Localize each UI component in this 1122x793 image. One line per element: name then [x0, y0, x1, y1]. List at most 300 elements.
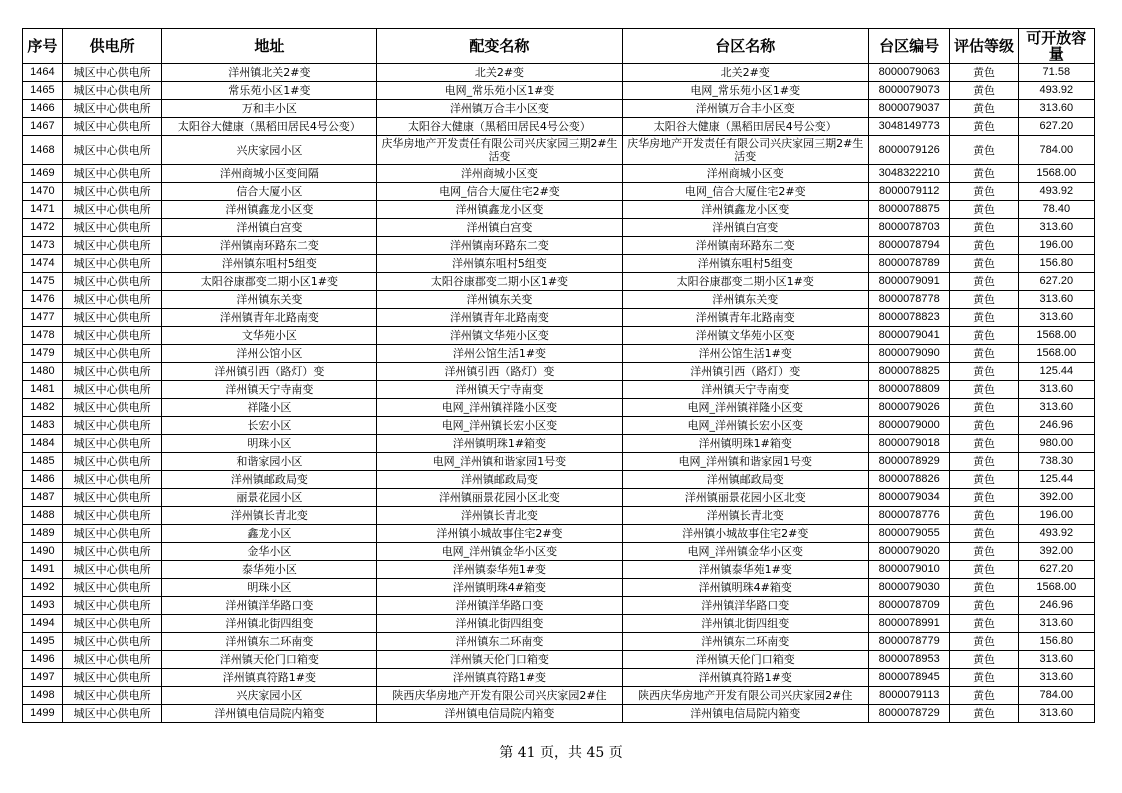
capacity-cell: 313.60 — [1018, 705, 1094, 723]
row-index: 1490 — [23, 543, 63, 561]
row-index: 1480 — [23, 363, 63, 381]
row-index: 1468 — [23, 136, 63, 165]
rating-cell: 黄色 — [950, 615, 1018, 633]
area-name-cell: 洋州镇丽景花园小区北变 — [622, 489, 868, 507]
table-row — [23, 309, 1095, 327]
row-index: 1471 — [23, 201, 63, 219]
table-header-row — [23, 29, 1095, 64]
capacity-cell: 313.60 — [1018, 309, 1094, 327]
address-cell: 泰华苑小区 — [162, 561, 377, 579]
address-cell: 洋州镇青年北路南变 — [162, 309, 377, 327]
row-index: 1477 — [23, 309, 63, 327]
area-code-cell: 8000078875 — [868, 201, 949, 219]
address-cell: 洋州镇北街四组变 — [162, 615, 377, 633]
capacity-cell: 71.58 — [1018, 64, 1094, 82]
row-index: 1472 — [23, 219, 63, 237]
area-code-cell: 8000078779 — [868, 633, 949, 651]
station-cell: 城区中心供电所 — [62, 471, 162, 489]
rating-cell: 黄色 — [950, 64, 1018, 82]
station-cell: 城区中心供电所 — [62, 82, 162, 100]
area-code-cell: 8000078809 — [868, 381, 949, 399]
capacity-cell: 980.00 — [1018, 435, 1094, 453]
area-name-cell: 太阳谷大健康（黑稻田居民4号公变） — [622, 118, 868, 136]
transformer-name-cell: 陕西庆华房地产开发有限公司兴庆家园2#住 — [377, 687, 622, 705]
station-cell: 城区中心供电所 — [62, 201, 162, 219]
area-code-cell: 8000078778 — [868, 291, 949, 309]
address-cell: 明珠小区 — [162, 435, 377, 453]
station-cell: 城区中心供电所 — [62, 507, 162, 525]
area-code-cell: 8000078776 — [868, 507, 949, 525]
station-cell: 城区中心供电所 — [62, 597, 162, 615]
station-cell: 城区中心供电所 — [62, 237, 162, 255]
table-row — [23, 525, 1095, 543]
transformer-name-cell: 电网_洋州镇长宏小区变 — [377, 417, 622, 435]
table-row — [23, 399, 1095, 417]
rating-cell: 黄色 — [950, 471, 1018, 489]
rating-cell: 黄色 — [950, 183, 1018, 201]
station-cell: 城区中心供电所 — [62, 579, 162, 597]
area-name-cell: 洋州镇电信局院内箱变 — [622, 705, 868, 723]
area-name-cell: 洋州镇长青北变 — [622, 507, 868, 525]
rating-cell: 黄色 — [950, 453, 1018, 471]
station-cell: 城区中心供电所 — [62, 417, 162, 435]
transformer-name-cell: 洋州镇东关变 — [377, 291, 622, 309]
area-name-cell: 洋州镇北街四组变 — [622, 615, 868, 633]
area-name-cell: 洋州镇东咀村5组变 — [622, 255, 868, 273]
row-index: 1474 — [23, 255, 63, 273]
area-name-cell: 洋州商城小区变 — [622, 165, 868, 183]
transformer-name-cell: 太阳谷大健康（黑稻田居民4号公变） — [377, 118, 622, 136]
area-code-cell: 8000078826 — [868, 471, 949, 489]
area-code-cell: 8000079000 — [868, 417, 949, 435]
table-row — [23, 561, 1095, 579]
transformer-name-cell: 洋州商城小区变 — [377, 165, 622, 183]
station-cell: 城区中心供电所 — [62, 399, 162, 417]
header-area-code: 台区编号 — [868, 29, 949, 64]
table-row — [23, 237, 1095, 255]
transformer-name-cell: 洋州镇文华苑小区变 — [377, 327, 622, 345]
table-row — [23, 669, 1095, 687]
station-cell: 城区中心供电所 — [62, 525, 162, 543]
address-cell: 信合大厦小区 — [162, 183, 377, 201]
header-index: 序号 — [23, 29, 63, 64]
row-index: 1476 — [23, 291, 63, 309]
area-code-cell: 8000078729 — [868, 705, 949, 723]
table-row — [23, 453, 1095, 471]
area-code-cell: 8000079073 — [868, 82, 949, 100]
row-index: 1479 — [23, 345, 63, 363]
address-cell: 洋州商城小区变间隔 — [162, 165, 377, 183]
table-row — [23, 327, 1095, 345]
station-cell: 城区中心供电所 — [62, 651, 162, 669]
transformer-name-cell: 洋州镇泰华苑1#变 — [377, 561, 622, 579]
address-cell: 兴庆家园小区 — [162, 687, 377, 705]
table-row — [23, 471, 1095, 489]
capacity-cell: 392.00 — [1018, 543, 1094, 561]
area-name-cell: 电网_洋州镇金华小区变 — [622, 543, 868, 561]
area-code-cell: 8000078953 — [868, 651, 949, 669]
station-cell: 城区中心供电所 — [62, 64, 162, 82]
address-cell: 和谐家园小区 — [162, 453, 377, 471]
table-row — [23, 417, 1095, 435]
table-row — [23, 615, 1095, 633]
capacity-table — [22, 28, 1095, 723]
table-row — [23, 651, 1095, 669]
station-cell: 城区中心供电所 — [62, 255, 162, 273]
area-code-cell: 8000079063 — [868, 64, 949, 82]
area-name-cell: 洋州镇明珠1#箱变 — [622, 435, 868, 453]
area-name-cell: 电网_信合大厦住宅2#变 — [622, 183, 868, 201]
table-row — [23, 82, 1095, 100]
rating-cell: 黄色 — [950, 417, 1018, 435]
area-code-cell: 8000078789 — [868, 255, 949, 273]
capacity-cell: 1568.00 — [1018, 327, 1094, 345]
row-index: 1495 — [23, 633, 63, 651]
capacity-cell: 246.96 — [1018, 597, 1094, 615]
rating-cell: 黄色 — [950, 705, 1018, 723]
transformer-name-cell: 洋州镇长青北变 — [377, 507, 622, 525]
rating-cell: 黄色 — [950, 381, 1018, 399]
address-cell: 常乐苑小区1#变 — [162, 82, 377, 100]
capacity-cell: 392.00 — [1018, 489, 1094, 507]
table-row — [23, 165, 1095, 183]
station-cell: 城区中心供电所 — [62, 435, 162, 453]
table-row — [23, 183, 1095, 201]
area-name-cell: 洋州镇文华苑小区变 — [622, 327, 868, 345]
station-cell: 城区中心供电所 — [62, 543, 162, 561]
transformer-name-cell: 电网_洋州镇祥隆小区变 — [377, 399, 622, 417]
area-name-cell: 洋州镇泰华苑1#变 — [622, 561, 868, 579]
table-row — [23, 597, 1095, 615]
capacity-cell: 493.92 — [1018, 82, 1094, 100]
table-row — [23, 687, 1095, 705]
capacity-cell: 196.00 — [1018, 237, 1094, 255]
row-index: 1484 — [23, 435, 63, 453]
station-cell: 城区中心供电所 — [62, 489, 162, 507]
row-index: 1483 — [23, 417, 63, 435]
page-number: 第 41 页，共 45 页 — [499, 745, 623, 761]
area-code-cell: 8000078825 — [868, 363, 949, 381]
area-name-cell: 电网_洋州镇祥隆小区变 — [622, 399, 868, 417]
capacity-cell: 246.96 — [1018, 417, 1094, 435]
area-name-cell: 洋州镇明珠4#箱变 — [622, 579, 868, 597]
area-name-cell: 洋州公馆生活1#变 — [622, 345, 868, 363]
area-code-cell: 8000078929 — [868, 453, 949, 471]
rating-cell: 黄色 — [950, 219, 1018, 237]
transformer-name-cell: 洋州镇丽景花园小区北变 — [377, 489, 622, 507]
address-cell: 洋州镇天宁寺南变 — [162, 381, 377, 399]
rating-cell: 黄色 — [950, 118, 1018, 136]
area-code-cell: 3048149773 — [868, 118, 949, 136]
area-name-cell: 电网_洋州镇和谐家园1号变 — [622, 453, 868, 471]
area-name-cell: 洋州镇鑫龙小区变 — [622, 201, 868, 219]
row-index: 1473 — [23, 237, 63, 255]
table-row — [23, 136, 1095, 165]
transformer-name-cell: 洋州镇万合丰小区变 — [377, 100, 622, 118]
row-index: 1481 — [23, 381, 63, 399]
transformer-name-cell: 太阳谷康郡变二期小区1#变 — [377, 273, 622, 291]
table-row — [23, 201, 1095, 219]
station-cell: 城区中心供电所 — [62, 561, 162, 579]
row-index: 1496 — [23, 651, 63, 669]
area-name-cell: 太阳谷康郡变二期小区1#变 — [622, 273, 868, 291]
table-row — [23, 219, 1095, 237]
header-address: 地址 — [162, 29, 377, 64]
address-cell: 洋州镇东关变 — [162, 291, 377, 309]
table-row — [23, 543, 1095, 561]
capacity-cell: 313.60 — [1018, 381, 1094, 399]
capacity-cell: 313.60 — [1018, 399, 1094, 417]
area-code-cell: 8000078991 — [868, 615, 949, 633]
station-cell: 城区中心供电所 — [62, 705, 162, 723]
transformer-name-cell: 洋州镇真符路1#变 — [377, 669, 622, 687]
rating-cell: 黄色 — [950, 165, 1018, 183]
area-code-cell: 8000079126 — [868, 136, 949, 165]
capacity-cell: 313.60 — [1018, 615, 1094, 633]
row-index: 1478 — [23, 327, 63, 345]
row-index: 1467 — [23, 118, 63, 136]
row-index: 1466 — [23, 100, 63, 118]
address-cell: 兴庆家园小区 — [162, 136, 377, 165]
rating-cell: 黄色 — [950, 561, 1018, 579]
address-cell: 洋州镇引西（路灯）变 — [162, 363, 377, 381]
capacity-cell: 156.80 — [1018, 633, 1094, 651]
station-cell: 城区中心供电所 — [62, 345, 162, 363]
station-cell: 城区中心供电所 — [62, 381, 162, 399]
capacity-cell: 784.00 — [1018, 136, 1094, 165]
address-cell: 洋州镇鑫龙小区变 — [162, 201, 377, 219]
rating-cell: 黄色 — [950, 136, 1018, 165]
area-name-cell: 洋州镇东关变 — [622, 291, 868, 309]
transformer-name-cell: 北关2#变 — [377, 64, 622, 82]
station-cell: 城区中心供电所 — [62, 453, 162, 471]
area-name-cell: 洋州镇万合丰小区变 — [622, 100, 868, 118]
rating-cell: 黄色 — [950, 507, 1018, 525]
area-code-cell: 8000079091 — [868, 273, 949, 291]
rating-cell: 黄色 — [950, 291, 1018, 309]
area-code-cell: 8000079090 — [868, 345, 949, 363]
rating-cell: 黄色 — [950, 82, 1018, 100]
rating-cell: 黄色 — [950, 489, 1018, 507]
transformer-name-cell: 洋州镇引西（路灯）变 — [377, 363, 622, 381]
rating-cell: 黄色 — [950, 651, 1018, 669]
rating-cell: 黄色 — [950, 435, 1018, 453]
area-code-cell: 8000079010 — [868, 561, 949, 579]
table-row — [23, 255, 1095, 273]
station-cell: 城区中心供电所 — [62, 687, 162, 705]
row-index: 1489 — [23, 525, 63, 543]
row-index: 1493 — [23, 597, 63, 615]
table-row — [23, 507, 1095, 525]
rating-cell: 黄色 — [950, 100, 1018, 118]
area-name-cell: 洋州镇东二环南变 — [622, 633, 868, 651]
area-code-cell: 8000079020 — [868, 543, 949, 561]
capacity-cell: 313.60 — [1018, 100, 1094, 118]
table-row — [23, 705, 1095, 723]
capacity-cell: 1568.00 — [1018, 345, 1094, 363]
area-name-cell: 电网_常乐苑小区1#变 — [622, 82, 868, 100]
row-index: 1486 — [23, 471, 63, 489]
area-name-cell: 洋州镇引西（路灯）变 — [622, 363, 868, 381]
rating-cell: 黄色 — [950, 669, 1018, 687]
table-row — [23, 363, 1095, 381]
capacity-cell: 313.60 — [1018, 651, 1094, 669]
rating-cell: 黄色 — [950, 201, 1018, 219]
station-cell: 城区中心供电所 — [62, 327, 162, 345]
table-row — [23, 489, 1095, 507]
area-name-cell: 洋州镇天伦门口箱变 — [622, 651, 868, 669]
table-row — [23, 118, 1095, 136]
area-code-cell: 8000079055 — [868, 525, 949, 543]
capacity-cell: 125.44 — [1018, 471, 1094, 489]
transformer-name-cell: 洋州镇南环路东二变 — [377, 237, 622, 255]
table-body — [23, 64, 1095, 723]
row-index: 1498 — [23, 687, 63, 705]
row-index: 1482 — [23, 399, 63, 417]
area-name-cell: 电网_洋州镇长宏小区变 — [622, 417, 868, 435]
address-cell: 文华苑小区 — [162, 327, 377, 345]
table-row — [23, 291, 1095, 309]
rating-cell: 黄色 — [950, 345, 1018, 363]
area-name-cell: 洋州镇真符路1#变 — [622, 669, 868, 687]
address-cell: 洋州镇天伦门口箱变 — [162, 651, 377, 669]
address-cell: 洋州镇白宫变 — [162, 219, 377, 237]
rating-cell: 黄色 — [950, 399, 1018, 417]
area-name-cell: 洋州镇天宁寺南变 — [622, 381, 868, 399]
address-cell: 鑫龙小区 — [162, 525, 377, 543]
station-cell: 城区中心供电所 — [62, 669, 162, 687]
table-row — [23, 633, 1095, 651]
station-cell: 城区中心供电所 — [62, 219, 162, 237]
transformer-name-cell: 洋州镇明珠1#箱变 — [377, 435, 622, 453]
area-code-cell: 8000079112 — [868, 183, 949, 201]
transformer-name-cell: 洋州镇北街四组变 — [377, 615, 622, 633]
address-cell: 洋州镇电信局院内箱变 — [162, 705, 377, 723]
capacity-cell: 125.44 — [1018, 363, 1094, 381]
address-cell: 太阳谷大健康（黑稻田居民4号公变） — [162, 118, 377, 136]
area-name-cell: 洋州镇白宫变 — [622, 219, 868, 237]
transformer-name-cell: 洋州镇天伦门口箱变 — [377, 651, 622, 669]
area-name-cell: 洋州镇青年北路南变 — [622, 309, 868, 327]
transformer-name-cell: 电网_信合大厦住宅2#变 — [377, 183, 622, 201]
area-code-cell: 8000078823 — [868, 309, 949, 327]
area-code-cell: 8000078703 — [868, 219, 949, 237]
capacity-cell: 627.20 — [1018, 561, 1094, 579]
capacity-cell: 1568.00 — [1018, 165, 1094, 183]
capacity-cell: 627.20 — [1018, 118, 1094, 136]
area-code-cell: 8000078945 — [868, 669, 949, 687]
capacity-cell: 1568.00 — [1018, 579, 1094, 597]
station-cell: 城区中心供电所 — [62, 633, 162, 651]
transformer-name-cell: 洋州镇明珠4#箱变 — [377, 579, 622, 597]
row-index: 1465 — [23, 82, 63, 100]
row-index: 1469 — [23, 165, 63, 183]
station-cell: 城区中心供电所 — [62, 273, 162, 291]
capacity-cell: 738.30 — [1018, 453, 1094, 471]
transformer-name-cell: 洋州镇电信局院内箱变 — [377, 705, 622, 723]
station-cell: 城区中心供电所 — [62, 100, 162, 118]
rating-cell: 黄色 — [950, 273, 1018, 291]
row-index: 1492 — [23, 579, 63, 597]
row-index: 1497 — [23, 669, 63, 687]
address-cell: 万和丰小区 — [162, 100, 377, 118]
station-cell: 城区中心供电所 — [62, 183, 162, 201]
station-cell: 城区中心供电所 — [62, 309, 162, 327]
station-cell: 城区中心供电所 — [62, 118, 162, 136]
rating-cell: 黄色 — [950, 363, 1018, 381]
address-cell: 太阳谷康郡变二期小区1#变 — [162, 273, 377, 291]
transformer-name-cell: 洋州镇东咀村5组变 — [377, 255, 622, 273]
rating-cell: 黄色 — [950, 255, 1018, 273]
table-row — [23, 100, 1095, 118]
area-name-cell: 洋州镇小城故事住宅2#变 — [622, 525, 868, 543]
transformer-name-cell: 洋州镇小城故事住宅2#变 — [377, 525, 622, 543]
area-name-cell: 洋州镇南环路东二变 — [622, 237, 868, 255]
rating-cell: 黄色 — [950, 327, 1018, 345]
rating-cell: 黄色 — [950, 543, 1018, 561]
address-cell: 洋州镇真符路1#变 — [162, 669, 377, 687]
capacity-cell: 493.92 — [1018, 525, 1094, 543]
address-cell: 洋州镇北关2#变 — [162, 64, 377, 82]
address-cell: 洋州镇长青北变 — [162, 507, 377, 525]
table-row — [23, 273, 1095, 291]
table-row — [23, 579, 1095, 597]
area-name-cell: 北关2#变 — [622, 64, 868, 82]
capacity-cell: 627.20 — [1018, 273, 1094, 291]
area-name-cell: 庆华房地产开发责任有限公司兴庆家园三期2#生活变 — [622, 136, 868, 165]
transformer-name-cell: 洋州公馆生活1#变 — [377, 345, 622, 363]
area-code-cell: 8000079026 — [868, 399, 949, 417]
transformer-name-cell: 电网_洋州镇金华小区变 — [377, 543, 622, 561]
rating-cell: 黄色 — [950, 309, 1018, 327]
row-index: 1485 — [23, 453, 63, 471]
address-cell: 洋州镇东二环南变 — [162, 633, 377, 651]
table-row — [23, 345, 1095, 363]
header-transformer-name: 配变名称 — [377, 29, 622, 64]
address-cell: 祥隆小区 — [162, 399, 377, 417]
capacity-cell: 78.40 — [1018, 201, 1094, 219]
header-station: 供电所 — [62, 29, 162, 64]
capacity-cell: 156.80 — [1018, 255, 1094, 273]
row-index: 1499 — [23, 705, 63, 723]
table-row — [23, 381, 1095, 399]
table-row — [23, 64, 1095, 82]
capacity-cell: 493.92 — [1018, 183, 1094, 201]
row-index: 1470 — [23, 183, 63, 201]
area-name-cell: 陕西庆华房地产开发有限公司兴庆家园2#住 — [622, 687, 868, 705]
area-name-cell: 洋州镇邮政局变 — [622, 471, 868, 489]
area-code-cell: 8000079041 — [868, 327, 949, 345]
transformer-name-cell: 洋州镇东二环南变 — [377, 633, 622, 651]
transformer-name-cell: 洋州镇青年北路南变 — [377, 309, 622, 327]
area-name-cell: 洋州镇洋华路口变 — [622, 597, 868, 615]
capacity-cell: 196.00 — [1018, 507, 1094, 525]
area-code-cell: 8000079018 — [868, 435, 949, 453]
transformer-name-cell: 洋州镇天宁寺南变 — [377, 381, 622, 399]
station-cell: 城区中心供电所 — [62, 165, 162, 183]
capacity-cell: 313.60 — [1018, 669, 1094, 687]
area-code-cell: 8000079030 — [868, 579, 949, 597]
transformer-name-cell: 洋州镇白宫变 — [377, 219, 622, 237]
header-area-name: 台区名称 — [622, 29, 868, 64]
row-index: 1464 — [23, 64, 63, 82]
rating-cell: 黄色 — [950, 579, 1018, 597]
area-code-cell: 8000078794 — [868, 237, 949, 255]
area-code-cell: 8000079037 — [868, 100, 949, 118]
capacity-cell: 313.60 — [1018, 219, 1094, 237]
address-cell: 丽景花园小区 — [162, 489, 377, 507]
rating-cell: 黄色 — [950, 597, 1018, 615]
